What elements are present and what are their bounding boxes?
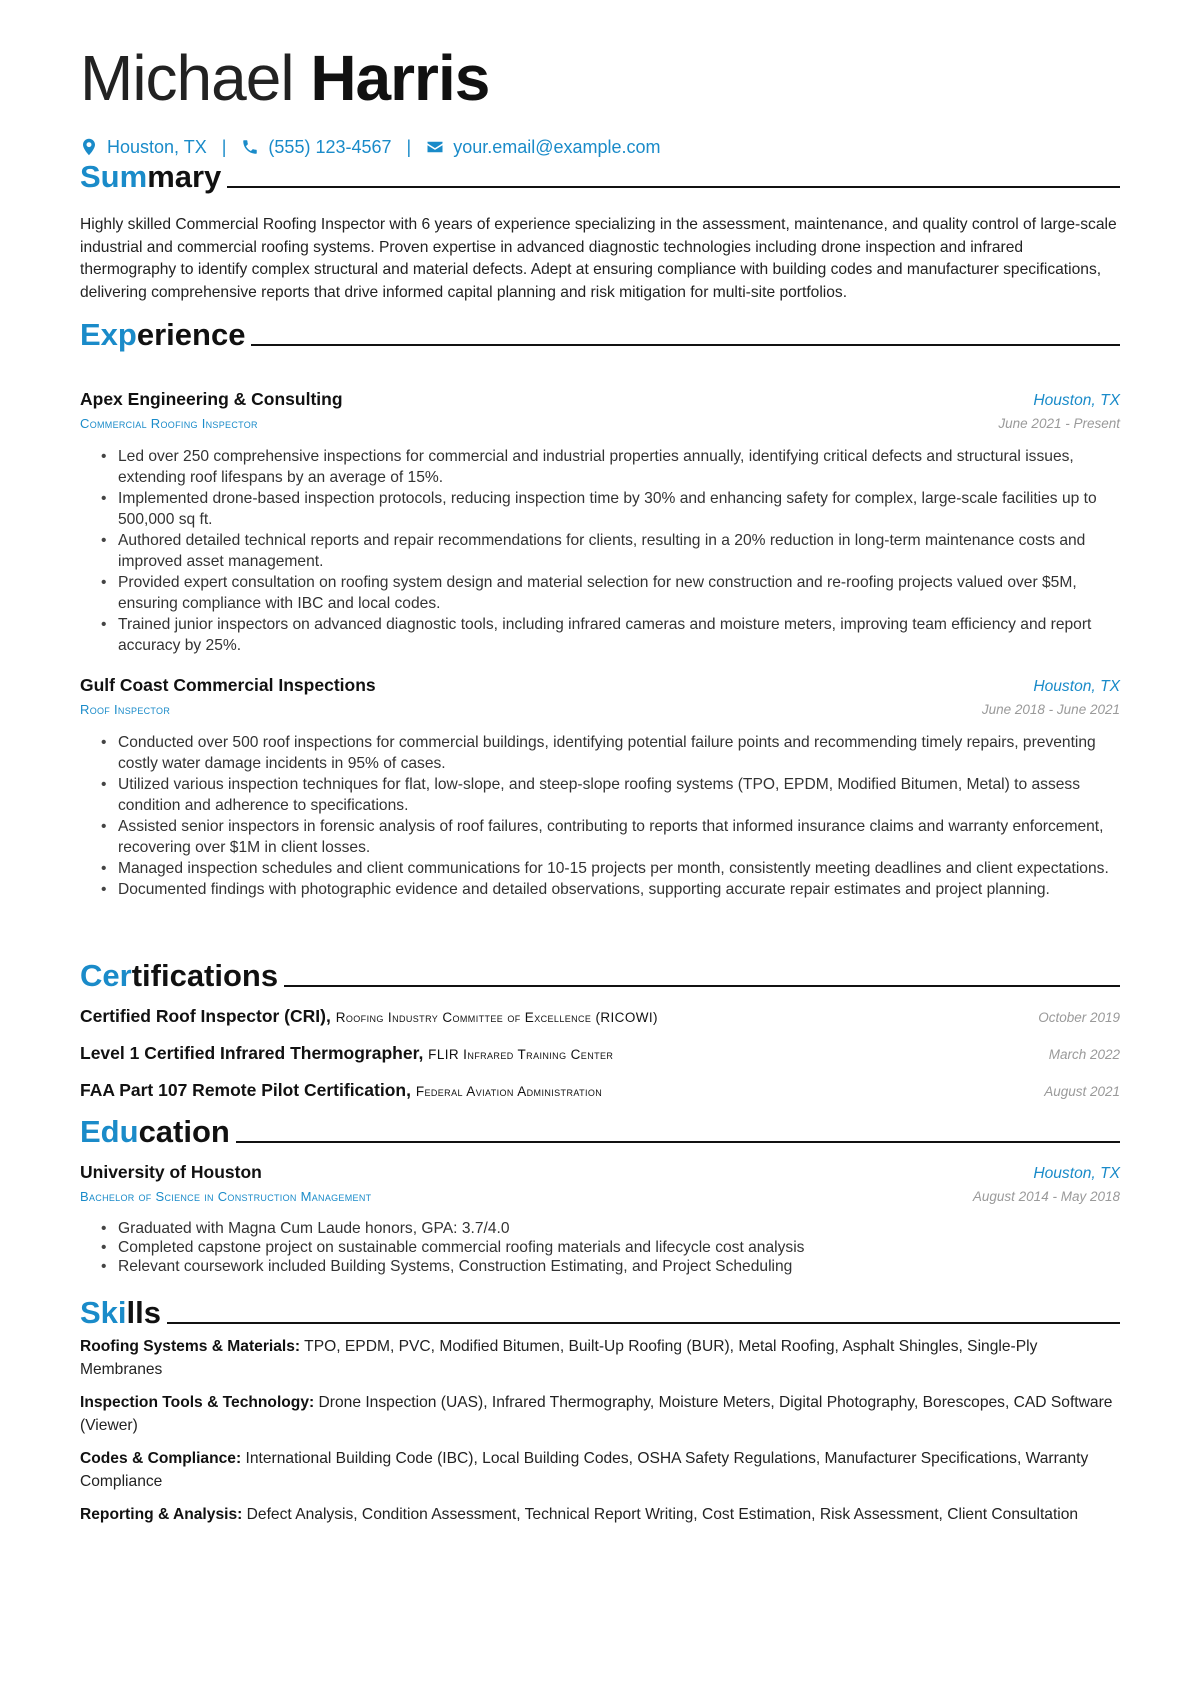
education-dates: August 2014 - May 2018 [972, 1189, 1120, 1204]
certification-item: Certified Roof Inspector (CRI), Roofing Industry Committee of Excellence (RICOWI) October 2019 [80, 1006, 1120, 1026]
job-bullets [80, 732, 1120, 900]
experience-heading-rest: erience [136, 317, 246, 352]
job-org: Gulf Coast Commercial Inspections [80, 675, 376, 695]
cert-issuer: Roofing Industry Committee of Excellence (RICOWI) [335, 1010, 658, 1025]
job-entry [80, 387, 1120, 656]
job-bullet: • Implemented drone-based inspection protocols, reducing inspection time by 30% and enhancing safety for complex, large-scale facilities up to 500,000 sq ft. [80, 488, 1120, 530]
job-bullet: • Led over 250 comprehensive inspections for commercial and industrial properties annually, identifying critical defects and structural issues, extending roof lifespans by an average of 15%. [80, 446, 1120, 488]
experience-heading-accent: Exp [80, 317, 137, 352]
job-bullet: • Authored detailed technical reports and repair recommendations for clients, resulting in a 20% reduction in long-term maintenance costs and improved asset management. [80, 530, 1120, 572]
cert-date: October 2019 [1038, 1010, 1120, 1025]
skill-row [80, 1448, 1120, 1493]
cert-name: Certified Roof Inspector (CRI) [80, 1006, 326, 1026]
contact-location [80, 137, 207, 158]
skill-row [80, 1336, 1120, 1381]
separator: | [221, 136, 227, 157]
skill-value: Drone Inspection (UAS), Infrared Thermography, Moisture Meters, Digital Photography, Borescopes, CAD Software (Viewer) [80, 1394, 1113, 1434]
contact-email[interactable] [426, 137, 660, 158]
education-bullet: • Graduated with Magna Cum Laude honors, GPA: 3.7/4.0 [80, 1219, 1120, 1238]
certification-item: Level 1 Certified Infrared Thermographer, FLIR Infrared Training Center March 2022 [80, 1043, 1120, 1063]
candidate-name [80, 40, 489, 116]
last-name: Harris [310, 42, 490, 114]
skill-row [80, 1504, 1120, 1527]
job-bullets [80, 446, 1120, 656]
job-bullet: • Conducted over 500 roof inspections for commercial buildings, identifying potential failure points and recommending timely repairs, preventing costly water damage incidents in 95% of cases. [80, 732, 1120, 774]
heading-rule [284, 985, 1120, 987]
cert-name: FAA Part 107 Remote Pilot Certification [80, 1080, 407, 1100]
education-bullets [80, 1219, 1120, 1276]
certifications-heading-rest: tifications [131, 958, 279, 993]
skill-label: Reporting & Analysis: [80, 1506, 243, 1523]
heading-rule [251, 344, 1120, 346]
summary-heading-accent: Sum [80, 159, 148, 194]
job-location: Houston, TX [1033, 392, 1120, 409]
skill-label: Codes & Compliance: [80, 1450, 242, 1467]
summary-heading-rest: mary [147, 159, 222, 194]
education-bullet: • Relevant coursework included Building Systems, Construction Estimating, and Project Scheduling [80, 1257, 1120, 1276]
heading-rule [236, 1141, 1120, 1143]
skill-value: Defect Analysis, Condition Assessment, Technical Report Writing, Cost Estimation, Risk Assessment, Client Consultation [246, 1506, 1079, 1523]
education-heading-rest: cation [138, 1114, 230, 1149]
job-role: Roof Inspector [80, 702, 171, 717]
certifications-heading-accent: Cer [80, 958, 132, 993]
skills-heading-rest: lls [126, 1295, 161, 1330]
heading-rule [227, 186, 1120, 188]
envelope-icon [426, 138, 444, 156]
skill-row [80, 1392, 1120, 1437]
resume-page [80, 0, 1120, 1683]
education-entry [80, 1160, 1120, 1276]
certifications-heading [80, 957, 1120, 995]
contact-phone[interactable] [241, 137, 391, 158]
job-dates: June 2021 - Present [998, 416, 1120, 431]
cert-date: August 2021 [1044, 1084, 1120, 1099]
school-location: Houston, TX [1033, 1165, 1120, 1182]
skill-value: International Building Code (IBC), Local Building Codes, OSHA Safety Regulations, Manufacturer Specifications, Warranty Compliance [80, 1450, 1089, 1490]
separator: | [406, 136, 412, 157]
job-bullet: • Trained junior inspectors on advanced diagnostic tools, including infrared cameras and moisture meters, improving team efficiency and report accuracy by 25%. [80, 614, 1120, 656]
contact-line [80, 133, 661, 161]
job-role: Commercial Roofing Inspector [80, 416, 258, 431]
job-bullet: • Managed inspection schedules and client communications for 10-15 projects per month, consistently meeting deadlines and client expectations. [80, 858, 1120, 879]
map-marker-icon [80, 138, 98, 156]
summary-text: Highly skilled Commercial Roofing Inspector with 6 years of experience specializing in the assessment, maintenance, and quality control of large-scale industrial and commercial roofing systems. Proven expertise in advanced diagnostic technologies including drone inspection and infrared thermography to identify complex structural and material defects. Adept at ensuring compliance with building codes and manufacturer specifications, delivering comprehensive reports that drive informed capital planning and risk mitigation for multi-site portfolios. [80, 216, 1117, 301]
summary-heading [80, 158, 1120, 196]
school-name: University of Houston [80, 1162, 262, 1182]
education-bullet: • Completed capstone project on sustainable commercial roofing materials and lifecycle cost analysis [80, 1238, 1120, 1257]
job-org: Apex Engineering & Consulting [80, 389, 343, 409]
job-location: Houston, TX [1033, 678, 1120, 695]
job-entry [80, 673, 1120, 900]
job-bullet: • Assisted senior inspectors in forensic analysis of roof failures, contributing to reports that informed insurance claims and warranty enforcement, recovering over $1M in client losses. [80, 816, 1120, 858]
experience-heading [80, 316, 1120, 354]
certification-item: FAA Part 107 Remote Pilot Certification, Federal Aviation Administration August 2021 [80, 1080, 1120, 1100]
cert-date: March 2022 [1048, 1047, 1120, 1062]
skill-label: Roofing Systems & Materials: [80, 1338, 301, 1355]
degree: Bachelor of Science in Construction Management [80, 1189, 372, 1204]
phone-text: (555) 123-4567 [268, 136, 392, 157]
education-heading-accent: Edu [80, 1114, 139, 1149]
skills-heading [80, 1294, 1120, 1332]
location-text: Houston, TX [107, 136, 207, 157]
skill-label: Inspection Tools & Technology: [80, 1394, 315, 1411]
job-dates: June 2018 - June 2021 [981, 702, 1120, 717]
job-bullet: • Documented findings with photographic evidence and detailed observations, supporting accurate repair estimates and project planning. [80, 879, 1120, 900]
skills-heading-accent: Ski [80, 1295, 127, 1330]
cert-name: Level 1 Certified Infrared Thermographer [80, 1043, 419, 1063]
heading-rule [167, 1322, 1120, 1324]
first-name: Michael [80, 42, 294, 114]
education-heading [80, 1113, 1120, 1151]
cert-issuer: Federal Aviation Administration [415, 1084, 603, 1099]
skill-value: TPO, EPDM, PVC, Modified Bitumen, Built-Up Roofing (BUR), Metal Roofing, Asphalt Shingles, Single-Ply Membranes [80, 1338, 1038, 1378]
job-bullet: • Utilized various inspection techniques for flat, low-slope, and steep-slope roofing systems (TPO, EPDM, Modified Bitumen, Metal) to assess condition and adherence to specifications. [80, 774, 1120, 816]
phone-icon [241, 138, 259, 156]
email-text: your.email@example.com [453, 136, 661, 157]
cert-issuer: FLIR Infrared Training Center [428, 1047, 614, 1062]
job-bullet: • Provided expert consultation on roofing system design and material selection for new construction and re-roofing projects valued over $5M, ensuring compliance with IBC and local codes. [80, 572, 1120, 614]
